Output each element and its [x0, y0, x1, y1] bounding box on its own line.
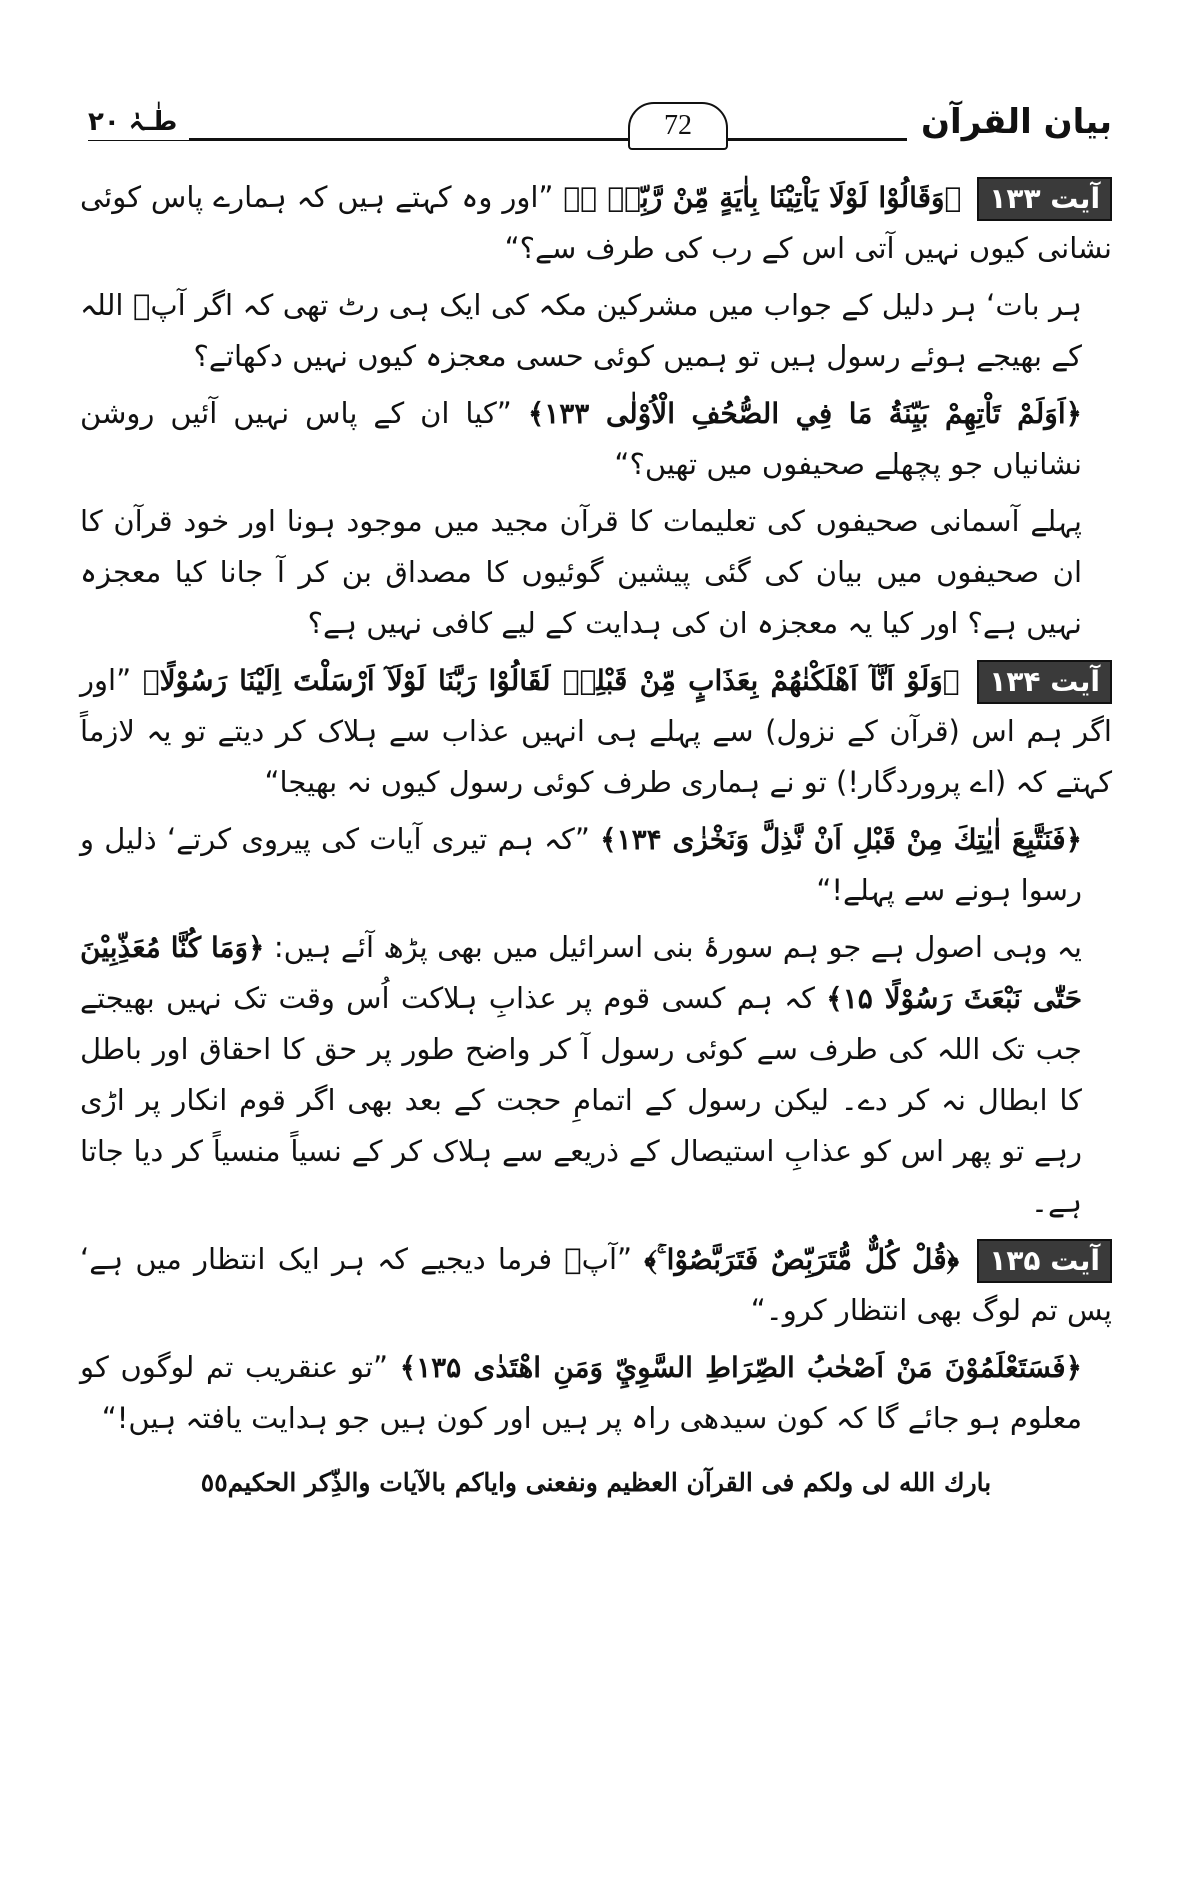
- arabic-ayah: ﴿فَنَتَّبِعَ اٰيٰتِكَ مِنْ قَبْلِ اَنْ نَّذِلَّ وَنَخْزٰى ۱۳۴﴾: [600, 823, 1082, 856]
- page-header: [88, 100, 1112, 150]
- ayah-block: [80, 388, 1112, 490]
- verse-block-134: [80, 655, 1112, 808]
- commentary-text: یہ وہی اصول ہے جو ہم سورۂ بنی اسرائیل میں بھی پڑھ آئے ہیں:: [273, 930, 1082, 964]
- urdu-translation: ”کہ ہم تیری آیات کی پیروی کرتے‘ ذلیل و رسوا ہونے سے پہلے!“: [80, 822, 1082, 907]
- commentary-text: کہ ہم کسی قوم پر عذابِ ہلاکت اُس وقت تک نہیں بھیجتے جب تک اللہ کی طرف سے کوئی رسول آ کر واضح طور پر حق کا احقاق اور باطل کا ابطال نہ کر دے۔ لیکن رسول کے اتمامِ حجت کے بعد بھی اگر قوم انکار پر اڑی رہے تو پھر اس کو عذابِ استیصال کے ذریعے سے ہلاک کر کے نسیاً منسیاً کر دیا جاتا ہے۔: [80, 981, 1082, 1219]
- verse-badge: آیت ۱۳۳: [977, 177, 1112, 221]
- verse-block-133: [80, 172, 1112, 274]
- commentary-paragraph: [80, 496, 1112, 649]
- arabic-ayah: ﴿اَوَلَمْ تَاْتِهِمْ بَيِّنَةُ مَا فِي الصُّحُفِ الْاُوْلٰى ۱۳۳﴾: [527, 397, 1083, 430]
- page-number: 72: [628, 102, 728, 150]
- urdu-translation: ”تو عنقریب تم لوگوں کو معلوم ہو جائے گا کہ کون سیدھی راہ پر ہیں اور کون ہیں جو ہدایت یافتہ ہیں!“: [80, 1350, 1082, 1435]
- commentary-paragraph: [80, 280, 1112, 382]
- ayah-block: [80, 1342, 1112, 1444]
- book-title: بیان القرآن: [907, 100, 1112, 144]
- ayah-block: [80, 814, 1112, 916]
- arabic-ayah: ﴿وَقَالُوْا لَوْلَا يَاْتِيْنَا بِاٰيَةٍ مِّنْ رَّبِّهٖ ۭ﴾: [563, 181, 962, 214]
- verse-block-135: [80, 1234, 1112, 1336]
- arabic-ayah: ﴿فَسَتَعْلَمُوْنَ مَنْ اَصْحٰبُ الصِّرَاطِ السَّوِيِّ وَمَنِ اهْتَدٰى ۱۳۵﴾: [399, 1351, 1082, 1384]
- verse-badge: آیت ۱۳۵: [977, 1239, 1112, 1283]
- urdu-translation: ”کیا ان کے پاس نہیں آئیں روشن نشانیاں جو پچھلے صحیفوں میں تھیں؟“: [80, 396, 1082, 481]
- arabic-ayah: ﴿وَلَوْ اَنَّآ اَهْلَكْنٰهُمْ بِعَذَابٍ مِّنْ قَبْلِهٖ لَقَالُوْا رَبَّنَا لَوْلَآ اَرْسَلْتَ اِلَيْنَا رَسُوْلًا﴾: [142, 664, 960, 697]
- arabic-ayah: ﴿قُلْ كُلٌّ مُّتَرَبِّصٌ فَتَرَبَّصُوْا ۚ﴾: [644, 1243, 960, 1276]
- commentary-paragraph: [80, 922, 1112, 1228]
- surah-marker: طٰـہٰ ۲۰: [88, 104, 189, 140]
- verse-badge: آیت ۱۳۴: [977, 660, 1112, 704]
- closing-dua: بارك الله لى ولكم فى القرآن العظيم ونفعنى واياكم بالآيات والذِّكر الحكيم٥٥: [200, 1468, 992, 1497]
- commentary-text: ہر بات‘ ہر دلیل کے جواب میں مشرکین مکہ کی ایک ہی رٹ تھی کہ اگر آپؐ اللہ کے بھیجے ہوئے رسول ہیں تو ہمیں کوئی حسی معجزہ کیوں نہیں دکھاتے؟: [80, 288, 1082, 373]
- arabic-ayah: ﴿وَمَا كُنَّا مُعَذِّبِيْنَ حَتّٰى نَبْعَثَ رَسُوْلًا ۱۵﴾: [80, 931, 1083, 1015]
- urdu-translation: ”اور وہ کہتے ہیں کہ ہمارے پاس کوئی نشانی کیوں نہیں آتی اس کے رب کی طرف سے؟“: [80, 180, 1112, 265]
- commentary-text: پہلے آسمانی صحیفوں کی تعلیمات کا قرآن مجید میں موجود ہونا اور خود قرآن کا ان صحیفوں میں بیان کی گئی پیشین گوئیوں کا مصداق بن کر آ جانا کیا معجزہ نہیں ہے؟ اور کیا یہ معجزہ ان کی ہدایت کے لیے کافی نہیں ہے؟: [80, 504, 1082, 640]
- urdu-translation: ”اور اگر ہم اس (قرآن کے نزول) سے پہلے ہی انہیں عذاب سے ہلاک کر دیتے تو یہ لازماً کہتے کہ (اے پروردگار!) تو نے ہماری طرف کوئی رسول کیوں نہ بھیجا“: [80, 663, 1112, 799]
- urdu-translation: ”آپؐ فرما دیجیے کہ ہر ایک انتظار میں ہے‘ پس تم لوگ بھی انتظار کرو۔“: [80, 1242, 1112, 1327]
- page-content: [80, 172, 1112, 1508]
